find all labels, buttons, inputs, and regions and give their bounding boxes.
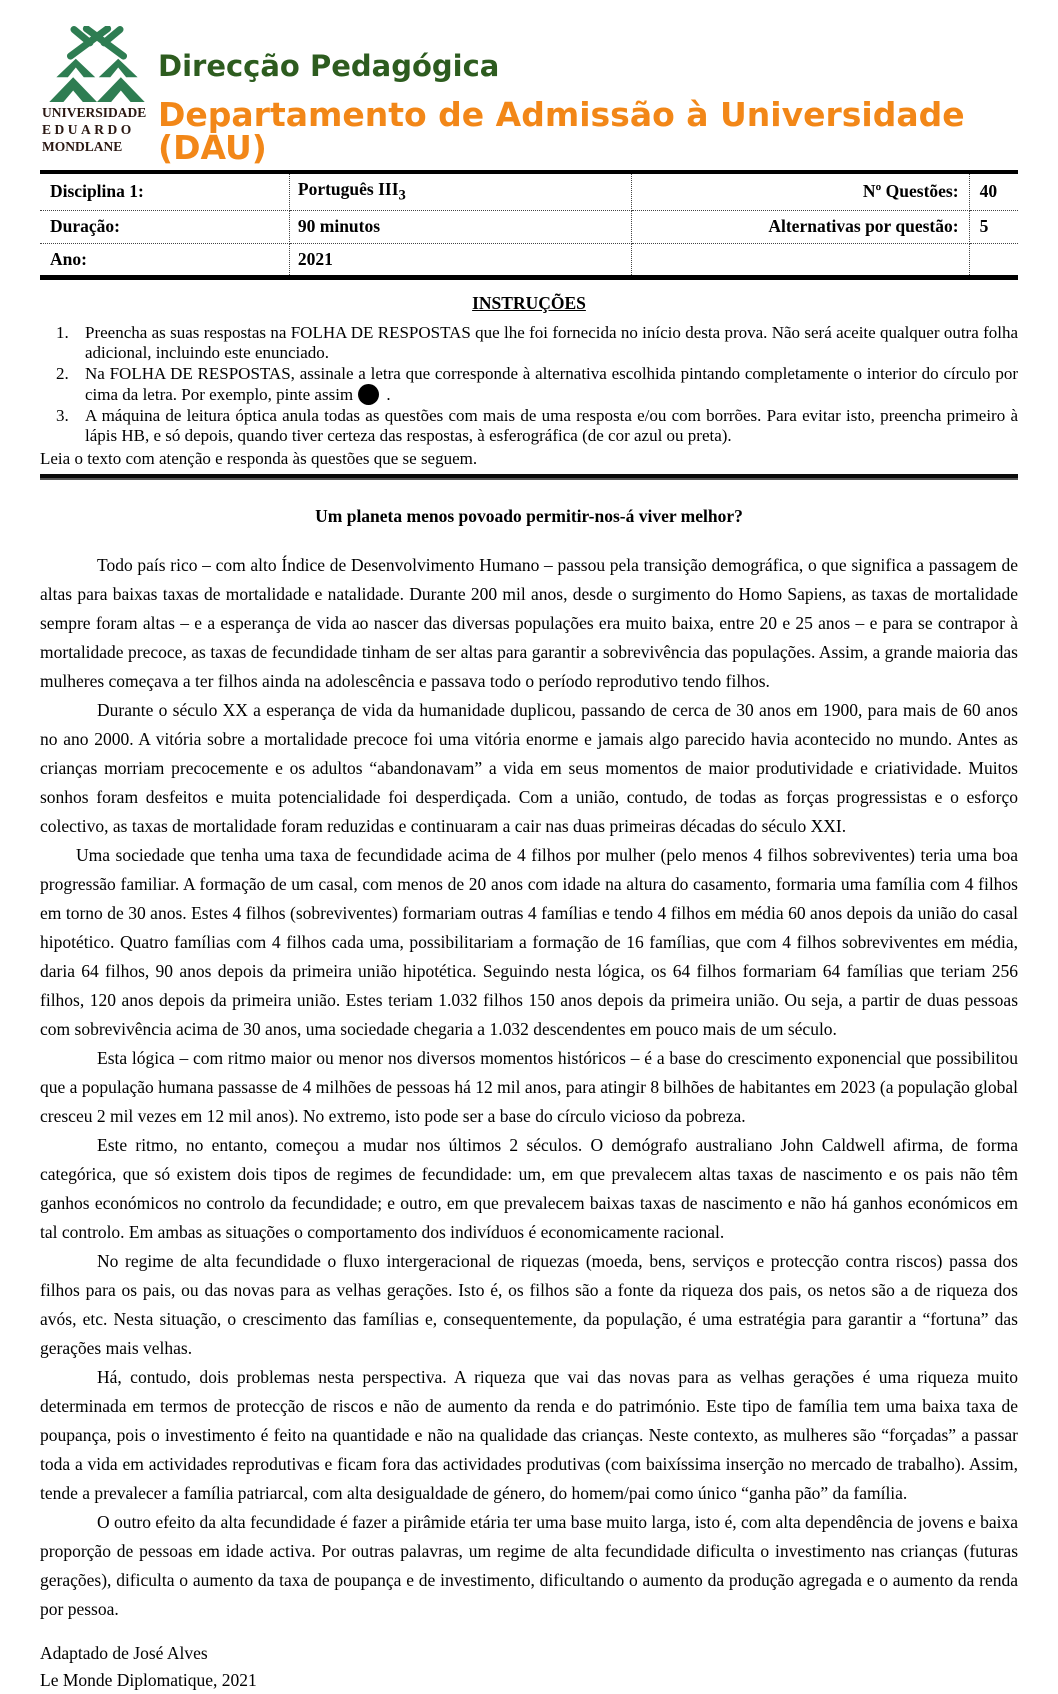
info-value: 5: [969, 210, 1018, 243]
info-label: Nº Questões:: [632, 172, 969, 210]
info-value: [969, 243, 1018, 277]
direccao-pedagogica-title: Direcção Pedagógica: [158, 49, 500, 83]
uem-logo: [42, 26, 158, 155]
instruction-text-after: .: [382, 385, 391, 404]
article-paragraph: No regime de alta fecundidade o fluxo intergeracional de riquezas (moeda, bens, serviços e protecção contra riscos) passa dos filhos para os pais, ou das novas para as velhas gerações. Isto é, os filhos são a fonte da riqueza dos pais, os netos são a de riqueza dos avós, etc. Nesta situação, o crescimento das famílias e, consequentemente, da população, é uma estratégia para garantir a “fortuna” das gerações mais velhas.: [40, 1251, 1018, 1358]
filled-circle-icon: [358, 384, 379, 405]
article-paragraph: Há, contudo, dois problemas nesta perspectiva. A riqueza que vai das novas para as velhas gerações é uma riqueza muito determinada em termos de protecção de riscos e não de aumento da renda e do património. Este tipo de família tem uma baixa taxa de poupança, pois o investimento é feito na quantidade e não na qualidade das crianças. Neste contexto, as mulheres são “forçadas” a passar toda a vida em actividades reprodutivas e ficam fora das actividades produtivas (com baixíssima inserção no mercado de trabalho). Assim, tende a prevalecer a família patriarcal, com alta desigualdade de género, do homem/pai como único “ganha pão” da família.: [40, 1367, 1018, 1503]
credit-line: Adaptado de José Alves: [40, 1643, 208, 1663]
instructions-title: INSTRUÇÕES: [472, 292, 586, 313]
instruction-text: Preencha as suas respostas na FOLHA DE RESPOSTAS que lhe foi fornecida no início desta prova. Não será aceite qualquer outra folha adicional, incluindo este enunciado.: [85, 322, 1018, 362]
info-value: 40: [969, 172, 1018, 210]
article-credits: [40, 1640, 1018, 1694]
uem-emblem-icon: [44, 26, 150, 102]
instructions-closing-line: Leia o texto com atenção e responda às questões que se seguem.: [40, 448, 478, 468]
info-value: 2021: [289, 243, 631, 277]
info-value: 90 minutos: [289, 210, 631, 243]
instruction-number: 2.: [56, 363, 69, 383]
subscript: 3: [398, 187, 406, 204]
table-row: [40, 243, 1018, 277]
article-paragraph: Este ritmo, no entanto, começou a mudar nos últimos 2 séculos. O demógrafo australiano John Caldwell afirma, de forma categórica, que só existem dois tipos de regimes de fecundidade: um, em que prevalecem altas taxas de nascimento e os pais não têm ganhos económicos no controlo da fecundidade; e outro, em que prevalecem baixas taxas de nascimento e não há ganhos económicos em tal controlo. Em ambas as situações o comportamento dos indivíduos é economicamente racional.: [40, 1135, 1018, 1242]
info-label: Duração:: [40, 210, 289, 243]
article-paragraph: Todo país rico – com alto Índice de Desenvolvimento Humano – passou pela transição demográfica, o que significa a passagem de altas para baixas taxas de mortalidade e natalidade. Durante 200 mil anos, desde o surgimento do Homo Sapiens, as taxas de mortalidade sempre foram altas – e a esperança de vida ao nascer das diversas populações era muito baixa, entre 20 e 25 anos – e para se contrapor à mortalidade precoce, as taxas de fecundidade tinham de ser altas para garantir a sobrevivência das populações. Assim, a grande maioria das mulheres começava a ter filhos ainda na adolescência e passava todo o período reprodutivo tendo filhos.: [40, 555, 1018, 691]
article-paragraph: Uma sociedade que tenha uma taxa de fecundidade acima de 4 filhos por mulher (pelo menos 4 filhos sobreviventes) teria uma boa progressão familiar. A formação de um casal, com menos de 20 anos com idade na altura do casamento, formaria uma família com 4 filhos em torno de 30 anos. Estes 4 filhos (sobreviventes) formariam outras 4 famílias e tendo 4 filhos em média 60 anos depois da união do casal hipotético. Quatro famílias com 4 filhos cada uma, possibilitariam a formação de 16 famílias, que com 4 filhos sobreviventes em média, daria 64 filhos, 90 anos depois da primeira união hipotética. Seguindo nesta lógica, os 64 filhos formariam 64 famílias que teriam 256 filhos, 120 anos depois da primeira união. Estes teriam 1.032 filhos 150 anos depois da primeira união. Ou seja, a partir de duas pessoas com sobrevivência acima de 30 anos, uma sociedade chegaria a 1.032 descendentes em pouco mais de um século.: [40, 845, 1018, 1039]
dau-title: Departamento de Admissão à Universidade (DAU): [158, 95, 965, 167]
article-paragraph: O outro efeito da alta fecundidade é fazer a pirâmide etária ter uma base muito larga, isto é, com alta dependência de jovens e baixa proporção de pessoas em idade activa. Por outras palavras, um regime de alta fecundidade dificulta o investimento nas crianças (futuras gerações), dificulta o aumento da taxa de poupança e de investimento, dificultando o aumento da produção agregada e o aumento da renda por pessoa.: [40, 1512, 1018, 1619]
instruction-text-before: Na FOLHA DE RESPOSTAS, assinale a letra que corresponde à alternativa escolhida pintando completamente o interior do círculo por cima da letra. Por exemplo, pinte assim: [85, 363, 1018, 404]
info-label: Ano:: [40, 243, 289, 277]
instruction-text: [85, 364, 1018, 406]
info-label: Alternativas por questão:: [632, 210, 969, 243]
instruction-text: A máquina de leitura óptica anula todas as questões com mais de uma resposta e/ou com borrões. Para evitar isto, preencha primeiro à lápis HB, e só depois, quando tiver certeza das respostas, à esferográfica (de cor azul ou preta).: [85, 405, 1018, 445]
university-name: [42, 104, 158, 155]
instruction-item: [40, 364, 1018, 406]
info-label: [632, 243, 969, 277]
instructions-section: [40, 293, 1018, 470]
article-title: Um planeta menos povoado permitir-nos-á viver melhor?: [315, 506, 743, 526]
header-titles: [158, 26, 1018, 167]
reading-text: [40, 506, 1018, 1694]
credit-line: Le Monde Diplomatique, 2021: [40, 1670, 257, 1690]
instruction-number: 3.: [56, 405, 69, 425]
instruction-number: 1.: [56, 322, 69, 342]
university-name-line: MONDLANE: [42, 139, 123, 154]
article-paragraph: Durante o século XX a esperança de vida da humanidade duplicou, passando de cerca de 30 anos em 1900, para mais de 60 anos no ano 2000. A vitória sobre a mortalidade precoce foi uma vitória enorme e jamais algo parecido havia acontecido no mundo. Antes as crianças morriam precocemente e os adultos “abandonavam” a vida em seus momentos de maior produtividade e criatividade. Muitos sonhos foram desfeitos e muita potencialidade foi desperdiçada. Com a união, contudo, de todas as forças progressistas e o esforço colectivo, as taxas de mortalidade foram reduzidas e continuaram a cair nas duas primeiras décadas do século XXI.: [40, 700, 1018, 836]
info-value: Português $III_3$: [289, 172, 631, 210]
exam-info-table: [40, 170, 1018, 280]
table-row: [40, 172, 1018, 210]
instruction-item: [40, 406, 1018, 447]
university-name-line: UNIVERSIDADE: [42, 105, 147, 120]
page-header: [42, 26, 1018, 167]
university-name-line: EDUARDO: [42, 122, 135, 137]
info-label: Disciplina 1:: [40, 172, 289, 210]
article-paragraph: Esta lógica – com ritmo maior ou menor nos diversos momentos históricos – é a base do crescimento exponencial que possibilitou que a população humana passasse de 4 milhões de pessoas há 12 mil anos, para atingir 8 bilhões de habitantes em 2023 (a população global cresceu 2 mil vezes em 12 mil anos). No extremo, isto pode ser a base do círculo vicioso da pobreza.: [40, 1048, 1018, 1126]
instruction-item: [40, 323, 1018, 364]
section-divider: [40, 474, 1018, 480]
table-row: [40, 210, 1018, 243]
